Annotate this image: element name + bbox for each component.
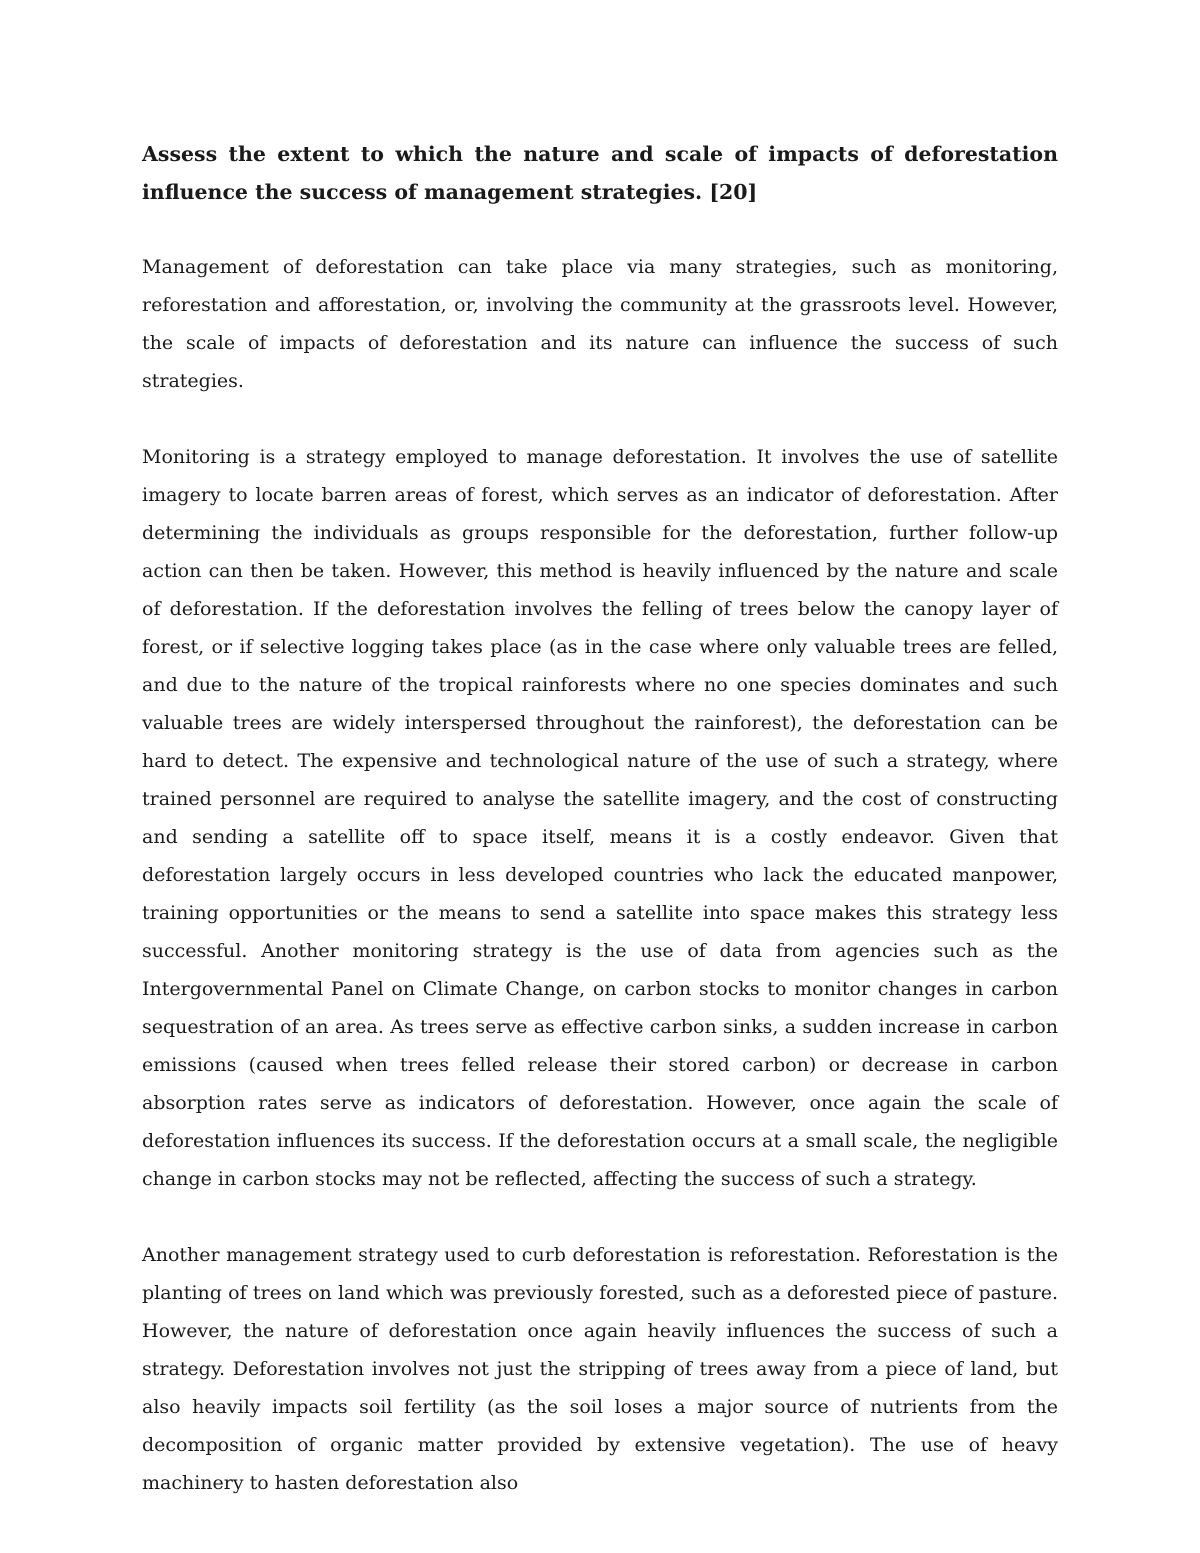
paragraph-reforestation: Another management strategy used to curb deforestation is reforestation. Reforestation is the planting of trees on land which was previously forested, such as a deforested piece of pasture. However, the nature of deforestation once again heavily influences the success of such a strategy. Deforestation involves not just the stripping of trees away from a piece of land, but also heavily impacts soil fertility (as the soil loses a major source of nutrients from the decomposition of organic matter provided by extensive vegetation). The use of heavy machinery to hasten deforestation also xyxy=(142,1244,1058,1494)
document-page xyxy=(142,135,1058,1540)
paragraph-introduction: Management of deforestation can take place via many strategies, such as monitoring, reforestation and afforestation, or, involving the community at the grassroots level. However, the scale of impacts of deforestation and its nature can influence the success of such strategies. xyxy=(142,256,1058,392)
essay-question-title: Assess the extent to which the nature and scale of impacts of deforestation influence the success of management strategies. [20] xyxy=(142,142,1058,204)
paragraph-monitoring: Monitoring is a strategy employed to manage deforestation. It involves the use of satellite imagery to locate barren areas of forest, which serves as an indicator of deforestation. After determining the individuals as groups responsible for the deforestation, further follow-up action can then be taken. However, this method is heavily influenced by the nature and scale of deforestation. If the deforestation involves the felling of trees below the canopy layer of forest, or if selective logging takes place (as in the case where only valuable trees are felled, and due to the nature of the tropical rainforests where no one species dominates and such valuable trees are widely interspersed throughout the rainforest), the deforestation can be hard to detect. The expensive and technological nature of the use of such a strategy, where trained personnel are required to analyse the satellite imagery, and the cost of constructing and sending a satellite off to space itself, means it is a costly endeavor. Given that deforestation largely occurs in less developed countries who lack the educated manpower, training opportunities or the means to send a satellite into space makes this strategy less successful. Another monitoring strategy is the use of data from agencies such as the Intergovernmental Panel on Climate Change, on carbon stocks to monitor changes in carbon sequestration of an area. As trees serve as effective carbon sinks, a sudden increase in carbon emissions (caused when trees felled release their stored carbon) or decrease in carbon absorption rates serve as indicators of deforestation. However, once again the scale of deforestation influences its success. If the deforestation occurs at a small scale, the negligible change in carbon stocks may not be reflected, affecting the success of such a strategy. xyxy=(142,446,1058,1190)
